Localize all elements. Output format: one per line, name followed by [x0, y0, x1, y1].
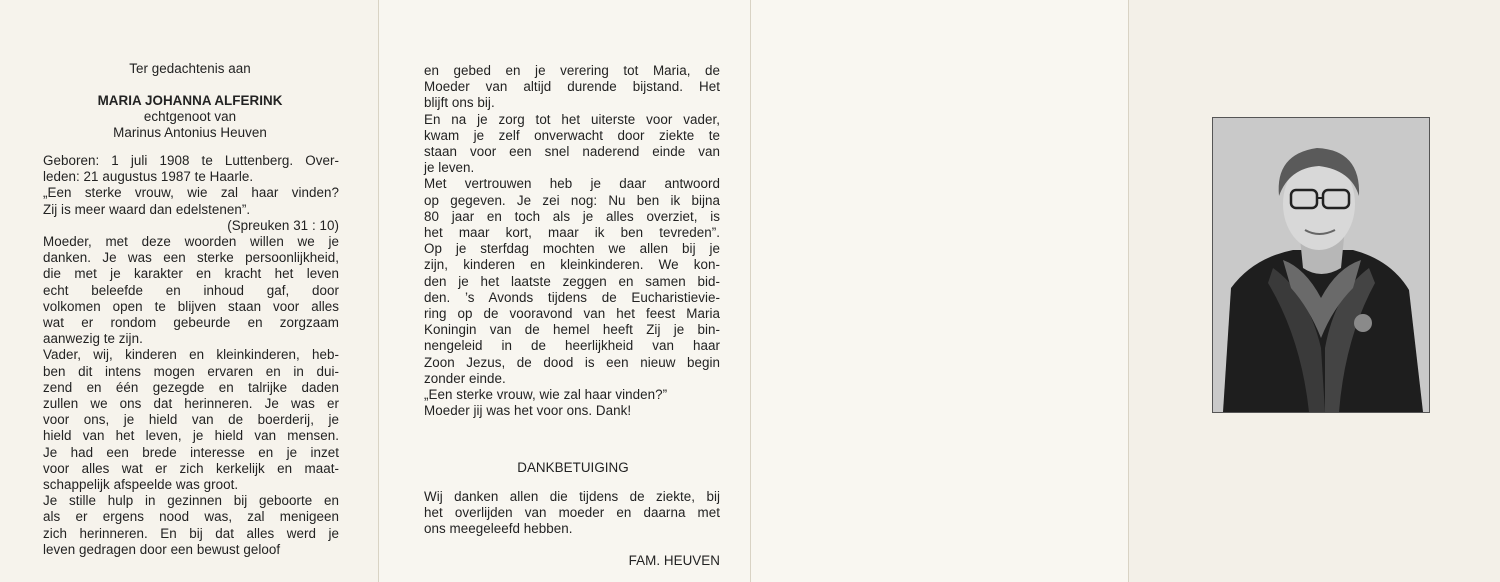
text-line: Je stille hulp in gezinnen bij geboorte en [43, 493, 339, 509]
text-line: wat er rondom gebeurde en zorgzaam [43, 315, 339, 330]
text-line: nengeleid in de heerlijkheid van haar [424, 338, 720, 354]
text-line: kwam je zelf onverwacht door ziekte te [424, 127, 720, 143]
text-line: Zoon Jezus, de dood is een nieuw begin [424, 354, 720, 370]
portrait-photo-icon [1212, 117, 1430, 413]
text-line: ons meegeleefd hebben. [424, 521, 573, 537]
spouse-label: echtgenoot van [143, 109, 237, 124]
text-line: die met je karakter en kracht het leven [43, 266, 339, 282]
fold-line [378, 0, 379, 582]
text-line: staan voor een snel naderend einde van [424, 144, 720, 159]
text-line: Op je sterfdag mochten we allen bij je [424, 241, 720, 257]
panel-blank [750, 0, 1128, 582]
text-line: voor ons, je hield van de boerderij, je [43, 412, 339, 428]
text-line: leden: 21 augustus 1987 te Haarle. [43, 169, 254, 185]
deceased-name: MARIA JOHANNA ALFERINK [97, 93, 283, 108]
text-line: den. ’s Avonds tijdens de Eucharistievie- [424, 289, 720, 305]
text-line: volkomen open te blijven staan voor alles [43, 298, 339, 314]
text-line: En na je zorg tot het uiterste voor vader, [424, 111, 720, 127]
text-line: het overlijden van moeder en daarna met [424, 505, 720, 521]
text-line: zich herinneren. En bij dat alles werd je [43, 525, 339, 541]
text-line: blijft ons bij. [424, 95, 495, 111]
text-line: het maar kort, maar ik ben tevreden”. [424, 225, 720, 240]
text-line: Moeder jij was het voor ons. Dank! [424, 403, 632, 419]
text-line: Met vertrouwen heb je daar antwoord [424, 176, 720, 192]
text-line: „Een sterke vrouw, wie zal haar vinden?” [424, 387, 668, 402]
signature: FAM. HEUVEN [628, 553, 720, 568]
text-line: danken. Je was een sterke persoonlijkheid, [43, 250, 339, 266]
text-line: „Een sterke vrouw, wie zal haar vinden? [43, 185, 339, 201]
text-line: Je had een brede interesse en je inzet [43, 444, 339, 460]
text-line: zijn, kinderen en kleinkinderen. We kon- [424, 257, 720, 273]
text-line: ben dit intens mogen ervaren en in dui- [43, 363, 339, 379]
text-line: (Spreuken 31 : 10) [227, 217, 339, 233]
text-line: ring op de vooravond van het feest Maria [424, 306, 720, 321]
heading: Ter gedachtenis aan [129, 61, 251, 76]
text-line: Koningin van de hemel heeft Zij je bin- [424, 322, 720, 338]
text-line: Moeder, met deze woorden willen we je [43, 234, 339, 249]
text-line: als er ergens nood was, zal menigeen [43, 509, 339, 525]
fold-line [1128, 0, 1129, 582]
text-line: en gebed en je verering tot Maria, de [424, 63, 720, 78]
text-line: hield van het leven, je hield van mensen. [43, 428, 339, 444]
text-line: je leven. [424, 160, 475, 176]
text-line: zend en één gezegde en talrijke daden [43, 379, 339, 395]
text-line: Vader, wij, kinderen en kleinkinderen, heb- [43, 347, 339, 363]
text-line: zullen we ons dat herinneren. Je was er [43, 396, 339, 411]
text-line: Moeder van altijd durende bijstand. Het [424, 79, 720, 95]
thanks-heading: DANKBETUIGING [517, 460, 629, 475]
text-line: den je het laatste zeggen en samen bid- [424, 273, 720, 289]
text-line: 80 jaar en toch als je alles overziet, is [424, 208, 720, 224]
text-line: aanwezig te zijn. [43, 331, 143, 347]
spouse-name: Marinus Antonius Heuven [113, 125, 267, 140]
text-line: op gegeven. Je zei nog: Nu ben ik bijna [424, 192, 720, 208]
text-line: leven gedragen door een bewust geloof [43, 541, 281, 557]
text-line: echt beleefde en inhoud gaf, door [43, 282, 339, 298]
text-line: Wij danken allen die tijdens de ziekte, bij [424, 489, 720, 504]
text-line: zonder einde. [424, 370, 506, 386]
fold-line [750, 0, 751, 582]
text-line: Geboren: 1 juli 1908 te Luttenberg. Over- [43, 153, 339, 168]
text-line: Zij is meer waard dan edelstenen”. [43, 201, 251, 217]
text-line: schappelijk afspeelde was groot. [43, 477, 239, 492]
text-line: voor alles wat er zich kerkelijk en maat- [43, 460, 339, 476]
